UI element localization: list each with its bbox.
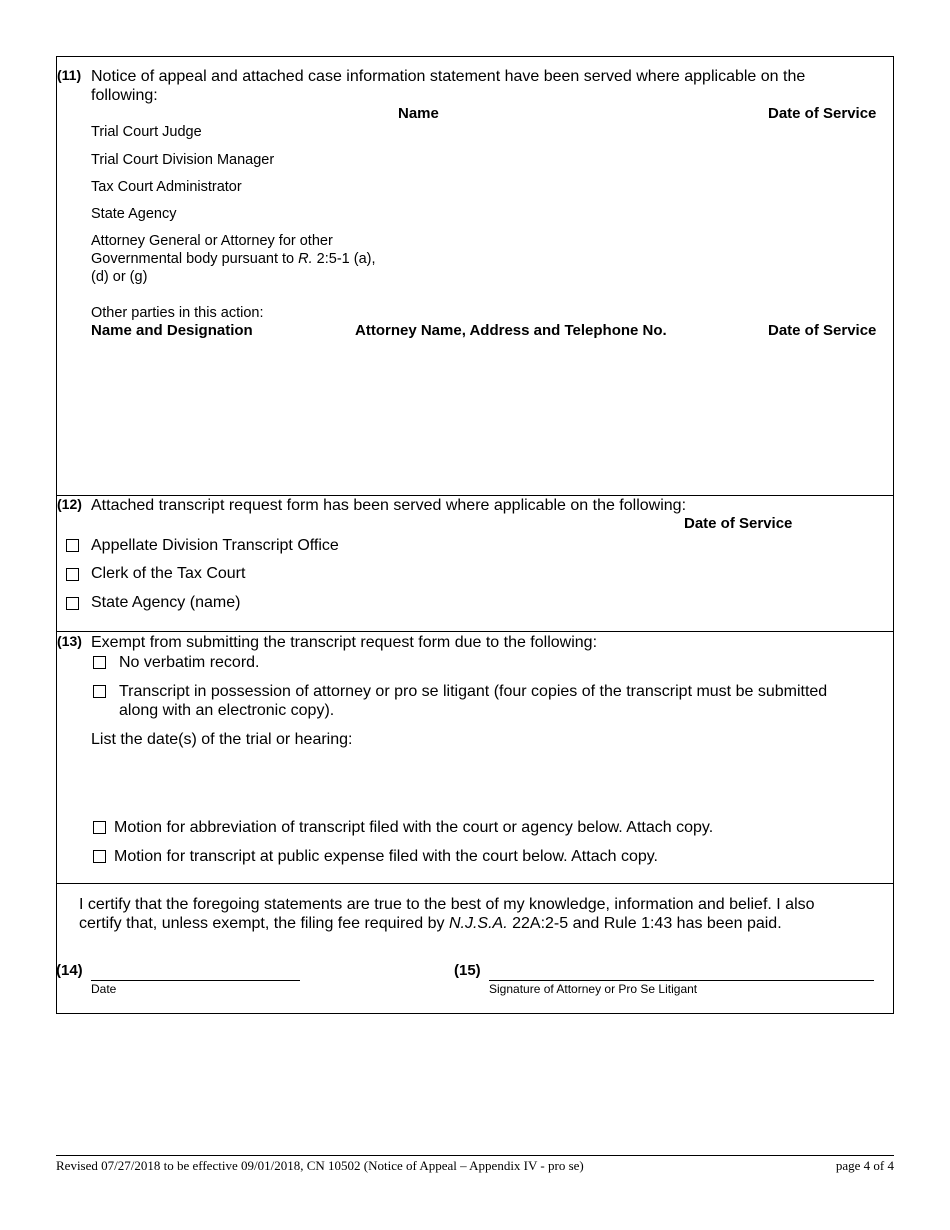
date-number: (14): [56, 962, 83, 979]
date-label: Date: [91, 982, 117, 996]
signature-field-line[interactable]: [489, 980, 874, 981]
option-transcript-in-possession-line1: Transcript in possession of attorney or pro se litigant (four copies of the transcript must be submitted: [119, 683, 828, 700]
column-header-date-of-service: Date of Service: [768, 105, 877, 122]
section-12-number: (12): [57, 496, 82, 512]
date-field-line[interactable]: [91, 980, 300, 981]
checkbox-appellate-division-transcript-office[interactable]: [66, 539, 79, 552]
section-13-intro: Exempt from submitting the transcript request form due to the following:: [91, 634, 598, 651]
option-transcript-in-possession-line2: along with an electronic copy).: [119, 702, 335, 719]
form-box: [56, 56, 894, 1014]
checkbox-clerk-of-tax-court[interactable]: [66, 568, 79, 581]
column-header-name: Name: [398, 105, 439, 122]
section-12-intro: Attached transcript request form has been served where applicable on the following:: [91, 497, 687, 514]
signature-number: (15): [454, 962, 481, 979]
option-motion-public-expense: Motion for transcript at public expense filed with the court below. Attach copy.: [114, 848, 658, 865]
column-header-name-designation: Name and Designation: [91, 322, 253, 339]
section-11-intro-line2: following:: [91, 87, 158, 104]
recipient-attorney-general-line2: Governmental body pursuant to R. 2:5-1 (a),: [91, 251, 376, 267]
list-dates-label: List the date(s) of the trial or hearing:: [91, 731, 353, 748]
option-state-agency: State Agency (name): [91, 594, 241, 611]
option-clerk-of-tax-court: Clerk of the Tax Court: [91, 565, 246, 582]
recipient-state-agency: State Agency: [91, 206, 177, 222]
checkbox-motion-abbreviation[interactable]: [93, 821, 106, 834]
footer-revision: Revised 07/27/2018 to be effective 09/01/2018, CN 10502 (Notice of Appeal – Appendix IV - pro se): [56, 1158, 584, 1173]
column-header-attorney: Attorney Name, Address and Telephone No.: [355, 322, 667, 339]
other-parties-label: Other parties in this action:: [91, 305, 264, 321]
recipient-trial-court-judge: Trial Court Judge: [91, 124, 202, 140]
checkbox-no-verbatim-record[interactable]: [93, 656, 106, 669]
checkbox-motion-public-expense[interactable]: [93, 850, 106, 863]
section-13-number: (13): [57, 633, 82, 649]
checkbox-transcript-in-possession[interactable]: [93, 685, 106, 698]
option-appellate-division-transcript-office: Appellate Division Transcript Office: [91, 537, 339, 554]
option-motion-abbreviation: Motion for abbreviation of transcript filed with the court or agency below. Attach copy.: [114, 819, 714, 836]
recipient-attorney-general-line3: (d) or (g): [91, 269, 148, 285]
divider: [56, 883, 894, 884]
footer-divider: [56, 1155, 894, 1156]
signature-label: Signature of Attorney or Pro Se Litigant: [489, 982, 698, 996]
column-header-date-of-service-3: Date of Service: [684, 515, 793, 532]
recipient-attorney-general-line1: Attorney General or Attorney for other: [91, 233, 333, 249]
certification-line1: I certify that the foregoing statements are true to the best of my knowledge, information and belief. I also: [79, 896, 815, 913]
footer-page-number: page 4 of 4: [835, 1158, 894, 1173]
certification-line2: certify that, unless exempt, the filing fee required by N.J.S.A. 22A:2-5 and Rule 1:43 has been paid.: [79, 915, 782, 932]
divider: [56, 631, 894, 632]
recipient-tax-court-administrator: Tax Court Administrator: [91, 179, 242, 195]
column-header-date-of-service-2: Date of Service: [768, 322, 877, 339]
option-no-verbatim-record: No verbatim record.: [119, 654, 260, 671]
recipient-trial-court-division-manager: Trial Court Division Manager: [91, 152, 275, 168]
checkbox-state-agency[interactable]: [66, 597, 79, 610]
section-11-intro-line1: Notice of appeal and attached case information statement have been served where applicable on the: [91, 68, 806, 85]
section-11-number: (11): [57, 67, 82, 83]
